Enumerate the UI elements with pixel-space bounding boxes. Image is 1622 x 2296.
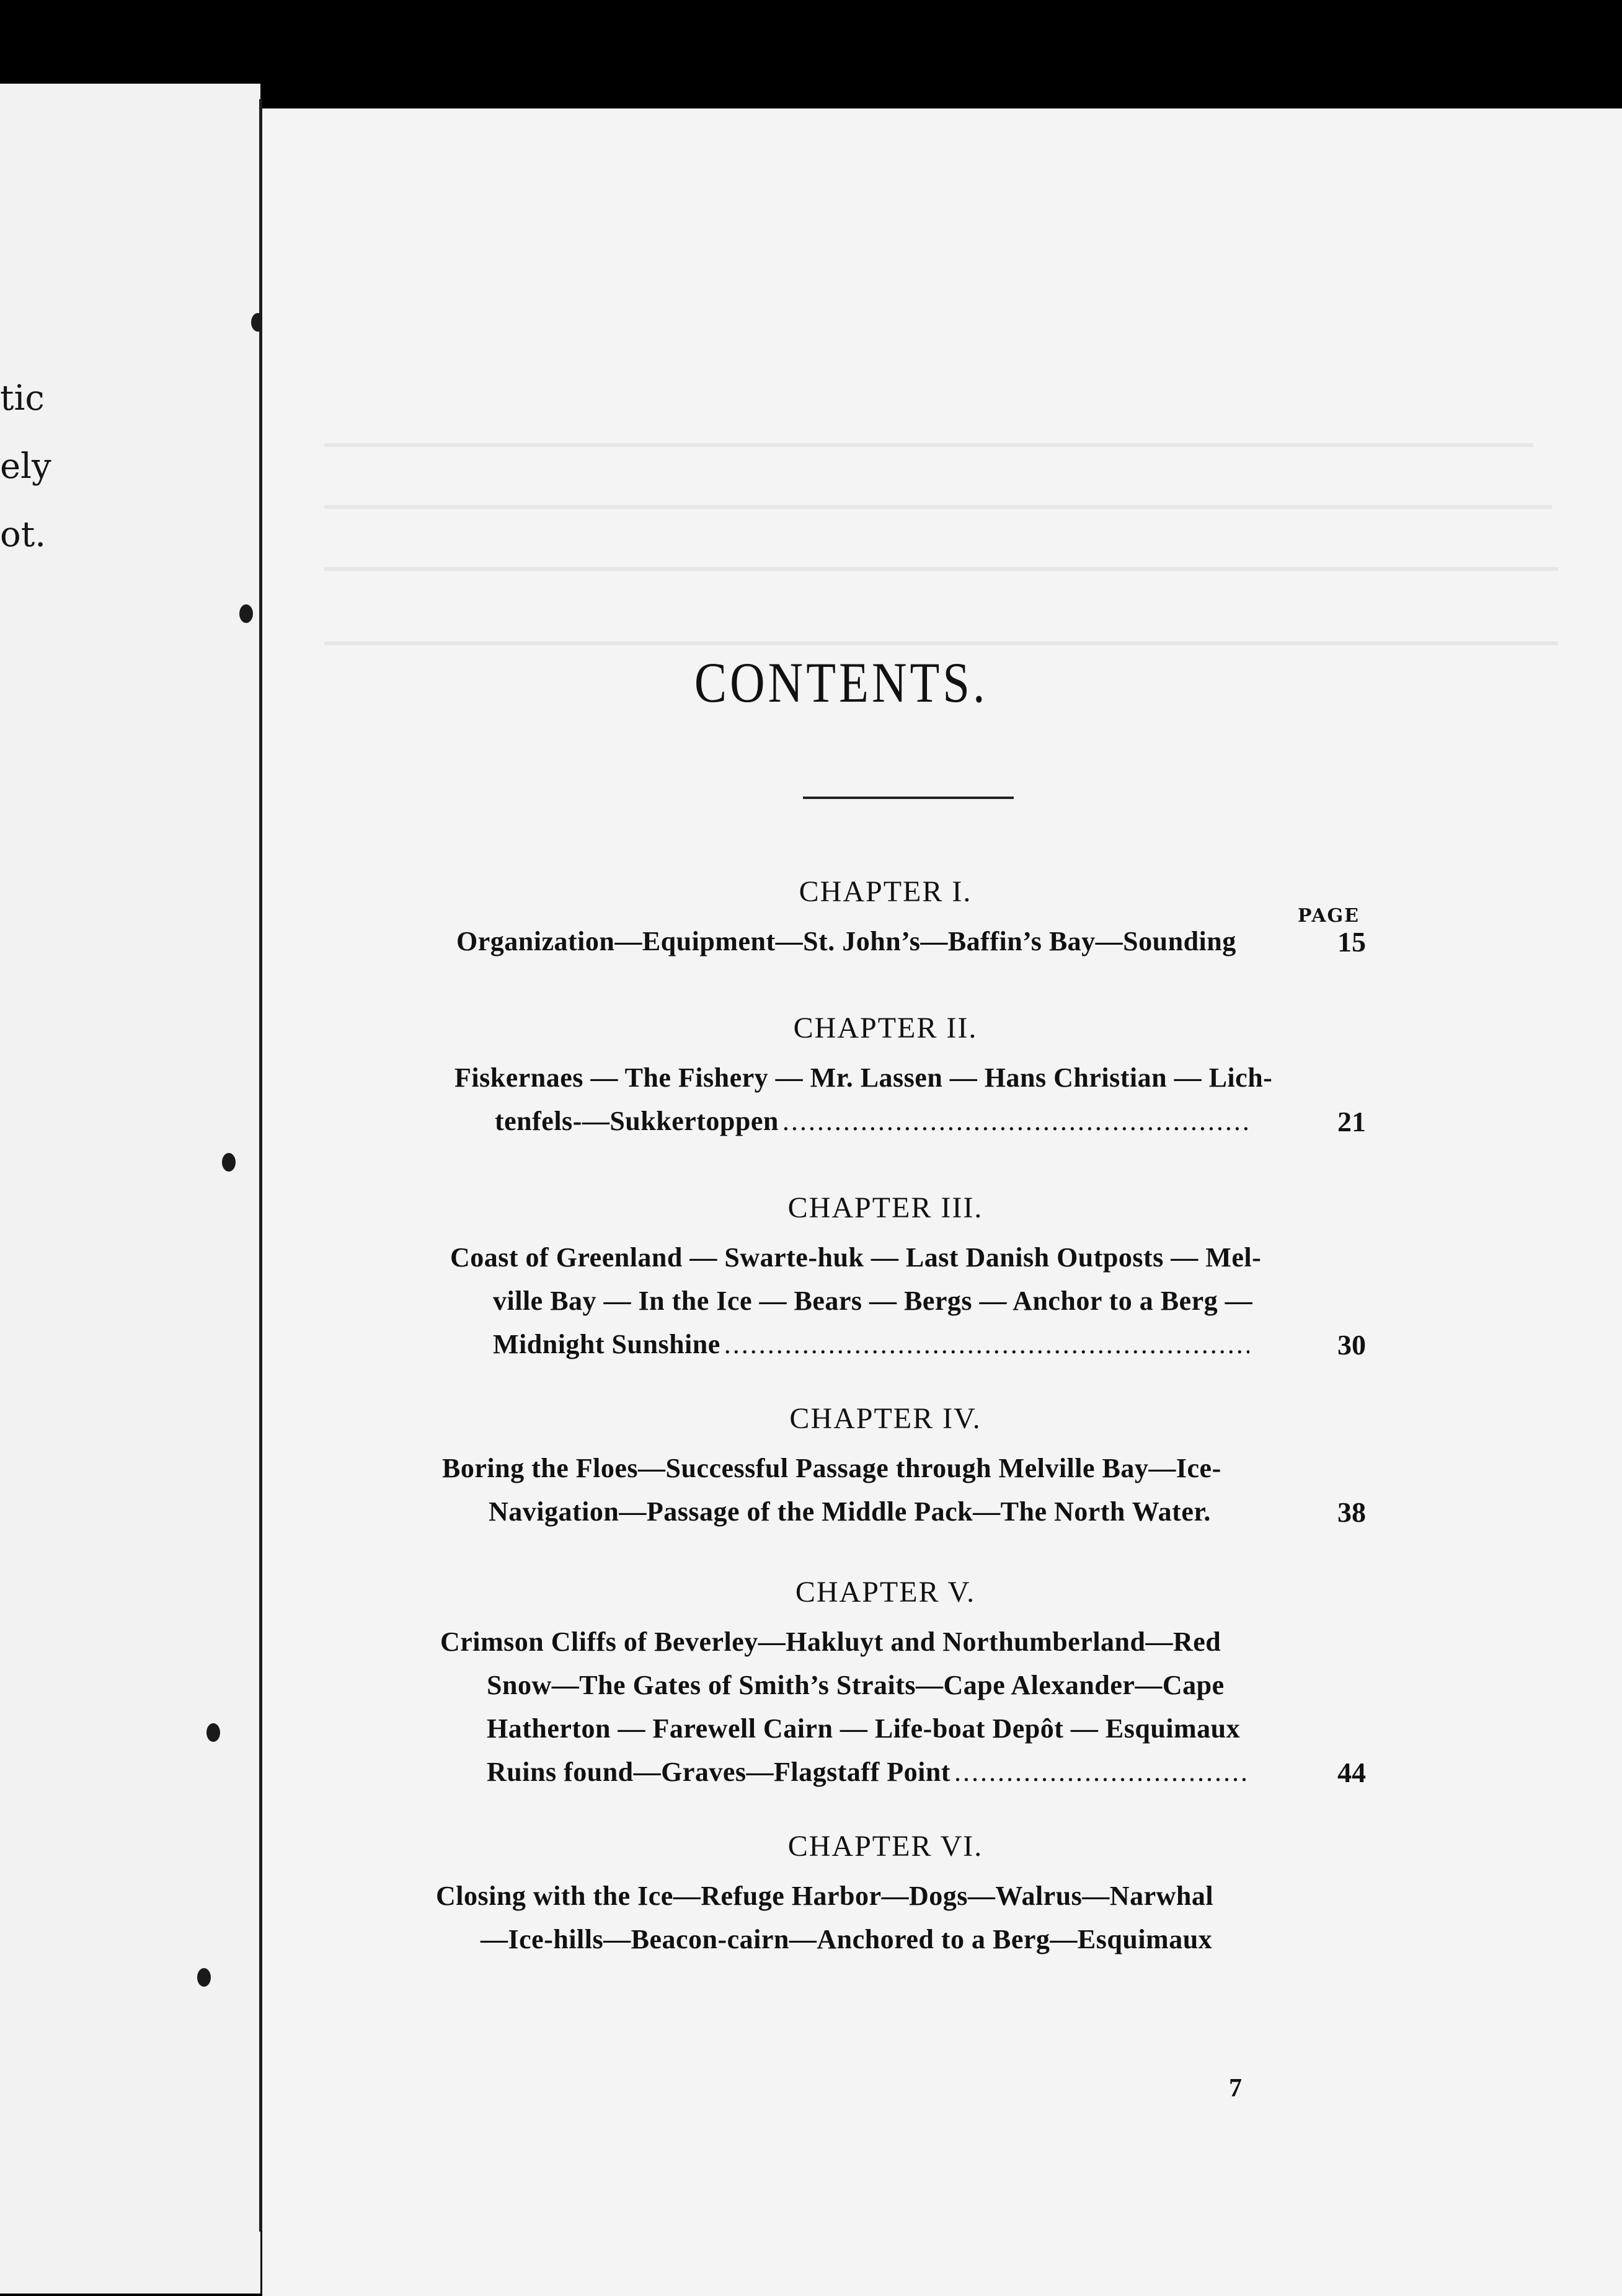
page-column-label: PAGE <box>1297 905 1360 927</box>
binding-stitch <box>239 604 253 623</box>
toc-entry-text: tenfels-—Sukkertoppen <box>495 1106 779 1136</box>
dot-leader <box>782 1108 1248 1135</box>
chapter-heading: CHAPTER I. <box>799 875 972 908</box>
binding-stitch <box>222 1153 236 1172</box>
toc-entry-line: Snow—The Gates of Smith’s Straits—Cape Alexander—Cape <box>487 1670 1225 1700</box>
bleed-through <box>324 443 1533 447</box>
chapter-heading: CHAPTER VI. <box>787 1830 983 1863</box>
page-number: 21 <box>1337 1106 1366 1137</box>
toc-entry-line: Fiskernaes — The Fishery — Mr. Lassen — Hans Christian — Lich- <box>454 1062 1273 1093</box>
toc-entry-line: Hatherton — Farewell Cairn — Life-boat Depôt — Esquimaux <box>487 1713 1241 1744</box>
chapter-heading: CHAPTER II. <box>793 1012 978 1044</box>
left-page-fragment: tic <box>0 378 45 418</box>
toc-entry-line <box>487 1759 1246 1786</box>
toc-entry-line <box>493 1331 1249 1358</box>
bleed-through <box>324 642 1558 645</box>
bleed-through <box>324 567 1558 571</box>
contents-page <box>262 108 1622 2296</box>
left-page-fragment: ely <box>0 446 51 487</box>
binding-stitch <box>197 1968 211 1987</box>
toc-entry-line: —Ice-hills—Beacon-cairn—Anchored to a Berg—Esquimaux <box>481 1924 1213 1954</box>
left-page <box>0 84 260 2294</box>
toc-entry-text: Midnight Sunshine <box>493 1329 720 1359</box>
title-rule <box>803 797 1014 799</box>
toc-entry-line: Crimson Cliffs of Beverley—Hakluyt and Northumberland—Red <box>440 1627 1221 1657</box>
toc-entry-line: ville Bay — In the Ice — Bears — Bergs — Anchor to a Berg — <box>493 1286 1253 1316</box>
toc-entry-line <box>495 1108 1248 1135</box>
left-page-fragment: ot. <box>0 514 47 555</box>
toc-entry-line: Boring the Floes—Successful Passage through Melville Bay—Ice- <box>442 1453 1221 1483</box>
page-number: 15 <box>1337 926 1366 958</box>
toc-entry-line: Organization—Equipment—St. John’s—Baffin’s Bay—Sounding <box>456 926 1236 956</box>
page-title: CONTENTS. <box>694 651 988 714</box>
folio-page-number: 7 <box>1229 2074 1242 2103</box>
bleed-through <box>324 505 1552 509</box>
chapter-heading: CHAPTER III. <box>787 1191 983 1224</box>
page-number: 44 <box>1337 1757 1366 1788</box>
dot-leader <box>724 1331 1249 1358</box>
toc-entry-line: Navigation—Passage of the Middle Pack—The North Water. <box>489 1496 1211 1527</box>
toc-entry-line: Coast of Greenland — Swarte-huk — Last Danish Outposts — Mel- <box>450 1242 1262 1273</box>
chapter-heading: CHAPTER V. <box>795 1576 976 1609</box>
toc-entry-line: Closing with the Ice—Refuge Harbor—Dogs—Walrus—Narwhal <box>436 1881 1214 1911</box>
page-number: 38 <box>1337 1496 1366 1528</box>
binding-stitch <box>206 1723 220 1742</box>
toc-entry-text: Ruins found—Graves—Flagstaff Point <box>487 1757 951 1787</box>
chapter-heading: CHAPTER IV. <box>789 1402 982 1435</box>
page-number: 30 <box>1337 1329 1366 1361</box>
dot-leader <box>954 1759 1246 1786</box>
